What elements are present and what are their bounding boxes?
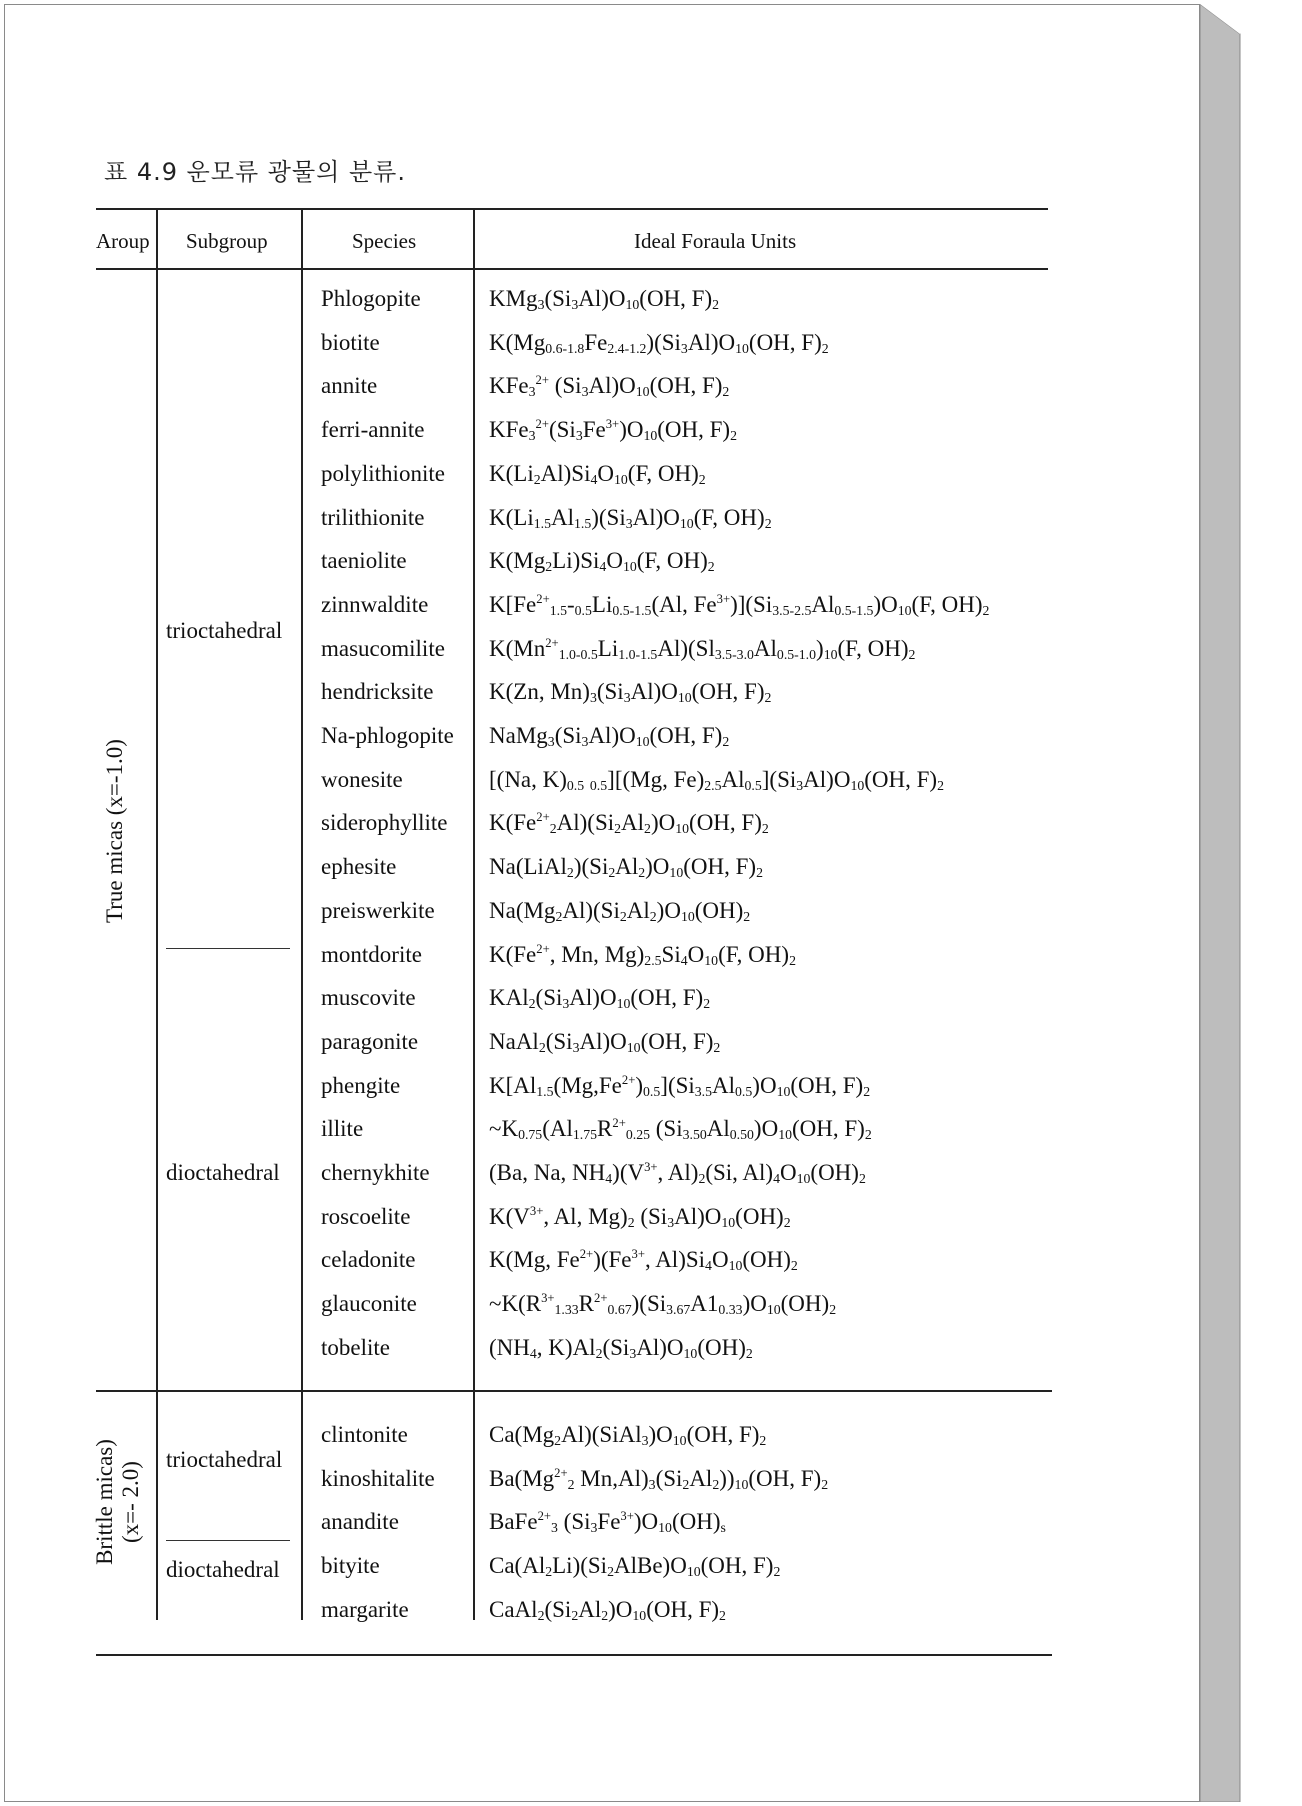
formula-cell: K(Mg, $Fe^{2+})(Fe^{3+}$, $Al)Si_4O_{10}(OH)_2$ [489, 1247, 798, 1274]
species-cell: celadonite [321, 1247, 416, 1273]
species-cell: roscoelite [321, 1203, 411, 1229]
formula-cell: $KFe_3^{2+}(Si_3Fe^{3+})O_{10}(OH$, $F)_2$ [489, 417, 738, 443]
species-cell: masucomilite [321, 635, 445, 661]
formula-cell: $K(Li_2Al)Si_4O_{10}(F$, $OH)_2$ [489, 460, 706, 487]
species-cell: wonesite [321, 766, 403, 792]
col-rule-species [473, 208, 475, 1620]
formula-cell: $K[Fe^{2+}_{1.5}-_{0.5}Li_{0.5-1.5}(Al$, $Fe^{3+})](Si_{3.5-2.5}Al_{0.5-1.5})O_{10}(F$, $OH)_2$ [489, 591, 990, 618]
species-cell: anandite [321, 1509, 399, 1535]
species-cell: glauconite [321, 1291, 417, 1317]
formula-cell: $\sim K_{0.75}(Al_{1.75}R^{2+}_{0.25}$ $(Si_{3.50}Al_{0.50})O_{10}(OH$, $F)_2$ [489, 1116, 872, 1143]
brittle-label-line1: Brittle micas) [92, 1439, 117, 1565]
species-cell: illite [321, 1116, 364, 1142]
species-cell: siderophyllite [321, 810, 448, 836]
species-cell: Phlogopite [321, 286, 421, 311]
formula-cell: $K(Li_{1.5}Al_{1.5})(Si_3Al)O_{10}(F$, $OH)_2$ [489, 504, 772, 531]
formula-cell: $CaAl_2(Si_2Al_2)O_{10}(OH$, $F)_2$ [489, 1596, 726, 1623]
table-bottom-rule [96, 1654, 1052, 1656]
col-rule-group [156, 208, 158, 1620]
subgroup-trioctahedral-brittle: trioctahedral [166, 1447, 283, 1472]
species-cell: tobelite [321, 1334, 390, 1360]
formula-cell: $K(Fe^{2+}_2Al)(Si_2Al_2)O_{10}(OH$, $F)_2$ [489, 810, 769, 837]
species-cell: annite [321, 373, 378, 399]
species-cell: taeniolite [321, 548, 407, 574]
group-label-true-micas: True micas (x=-1.0) [102, 739, 127, 923]
species-cell: phengite [321, 1072, 401, 1098]
subgroup-separator-brittle [166, 1540, 290, 1541]
species-cell: clintonite [321, 1422, 408, 1447]
species-cell: preiswerkite [321, 897, 435, 923]
formula-cell: $Ba(Mg^{2+}_2$ $Mn,Al)_3(Si_2Al_2))_{10}(OH$, $F)_2$ [489, 1465, 829, 1492]
species-cell: zinnwaldite [321, 591, 429, 617]
species-cell: margarite [321, 1596, 409, 1622]
species-cell: paragonite [321, 1028, 419, 1054]
formula-cell: $K(Fe^{2+}$, Mn, $Mg)_{2.5}Si_4O_{10}(F$, $OH)_2$ [489, 941, 796, 968]
formula-cell: $K(Mg_{0.6-1.8}Fe_{2.4-1.2})(Si_3Al)O_{10}(OH$, $F)_2$ [489, 329, 829, 356]
formula-cell: $Ca(Al_2Li)(Si_2AlBe)O_{10}(OH$, $F)_2$ [489, 1553, 781, 1579]
formula-cell: $KAl_2(Si_3Al)O_{10}(OH$, $F)_2$ [489, 985, 711, 1011]
species-cell: hendricksite [321, 679, 434, 705]
subgroup-separator-true [166, 948, 290, 949]
page-edge-shadow [1200, 4, 1258, 1802]
species-cell: ephesite [321, 854, 397, 880]
subgroup-dioctahedral-brittle: dioctahedral [166, 1557, 280, 1582]
formula-cell: (Ba, Na, $NH_4)(V^{3+}$, $Al)_2(Si$, $Al)_4O_{10}(OH)_2$ [489, 1160, 866, 1186]
table-caption: 표 4.9 운모류 광물의 분류. [104, 158, 406, 186]
species-cell: biotite [321, 329, 380, 355]
formula-cell: $KMg_3(Si_3Al)O_{10}(OH$, $F)_2$ [489, 286, 720, 312]
formula-cell: KFe$_3^{2+}$ $(Si_3Al)O_{10}(OH$, $F)_2$ [489, 373, 730, 400]
formula-cell: $Na(Mg_2Al)(Si_2Al_2)O_{10}(OH)_2$ [489, 897, 751, 924]
subgroup-trioctahedral-true: trioctahedral [166, 618, 283, 643]
formula-cell: $K[Al_{1.5}(Mg,Fe^{2+})_{0.5}](Si_{3.5}Al_{0.5})O_{10}(OH$, $F)_2$ [489, 1072, 871, 1099]
header-subgroup: Subgroup [186, 229, 268, 253]
species-cell: kinoshitalite [321, 1465, 435, 1491]
formula-cell: K(Zn, $Mn)_3(Si_3Al)O_{10}(OH$, $F)_2$ [489, 679, 772, 706]
species-cell: muscovite [321, 985, 416, 1011]
formula-cell: $Ca(Mg_2Al)(SiAl_3)O_{10}(OH$, $F)_2$ [489, 1422, 767, 1448]
group-label-brittle-micas [92, 1422, 148, 1582]
formula-cell: $NaAl_2(Si_3Al)O_{10}(OH$, $F)_2$ [489, 1028, 721, 1055]
brittle-label-line2: (x=- 2.0) [118, 1461, 143, 1543]
formula-cell: $NaMg_3(Si_3Al)O_{10}(OH$, $F)_2$ [489, 723, 730, 749]
formula-cell: $Na(LiAl_2)(Si_2Al_2)O_{10}(OH$, $F)_2$ [489, 854, 763, 880]
formula-cell: $K(Mn^{2+}_{1.0-0.5}Li_{1.0-1.5}Al)(Sl_{3.5-3.0}Al_{0.5-1.0})_{10}(F$, $OH)_2$ [489, 635, 916, 662]
species-cell: bityite [321, 1553, 380, 1579]
species-cell: ferri-annite [321, 417, 425, 443]
formula-cell: [(Na, $K)_{0.5}$ $_{0.5}$][(Mg, $Fe)_{2.5}Al_{0.5}](Si_3Al)O_{10}(OH$, $F)_2$ [489, 766, 944, 793]
subgroup-dioctahedral-true: dioctahedral [166, 1160, 280, 1185]
species-cell: trilithionite [321, 504, 425, 530]
species-cell: Na-phlogopite [321, 723, 454, 748]
species-cell: polylithionite [321, 460, 445, 486]
species-cell: chernykhite [321, 1160, 430, 1185]
formula-cell: BaFe$^{2+}_3$ $(Si_3Fe^{3+})O_{10}(OH)_s$ [489, 1509, 726, 1536]
species-cell: montdorite [321, 941, 422, 967]
header-group: Aroup [96, 229, 150, 253]
formula-cell: $K(V^{3+}$, Al, $Mg)_2$ $(Si_3Al)O_{10}(OH)_2$ [489, 1203, 791, 1230]
formula-cell: ($NH_4$, $K)Al_2(Si_3Al)O_{10}(OH)_2$ [489, 1334, 753, 1361]
col-rule-subgroup [301, 208, 303, 1620]
formula-cell: $\sim K(R^{3+}_{1.33}R^{2+}_{0.67})(Si_{3.67}A1_{0.33})O_{10}(OH)_2$ [489, 1291, 837, 1317]
header-formula: Ideal Foraula Units [634, 229, 797, 253]
header-species: Species [352, 229, 417, 253]
group-separator-rule [96, 1390, 1052, 1392]
header-bottom-rule [96, 268, 1048, 270]
table-top-rule [96, 208, 1048, 210]
formula-cell: $K(Mg_2Li)Si_4O_{10}(F$, $OH)_2$ [489, 548, 715, 574]
